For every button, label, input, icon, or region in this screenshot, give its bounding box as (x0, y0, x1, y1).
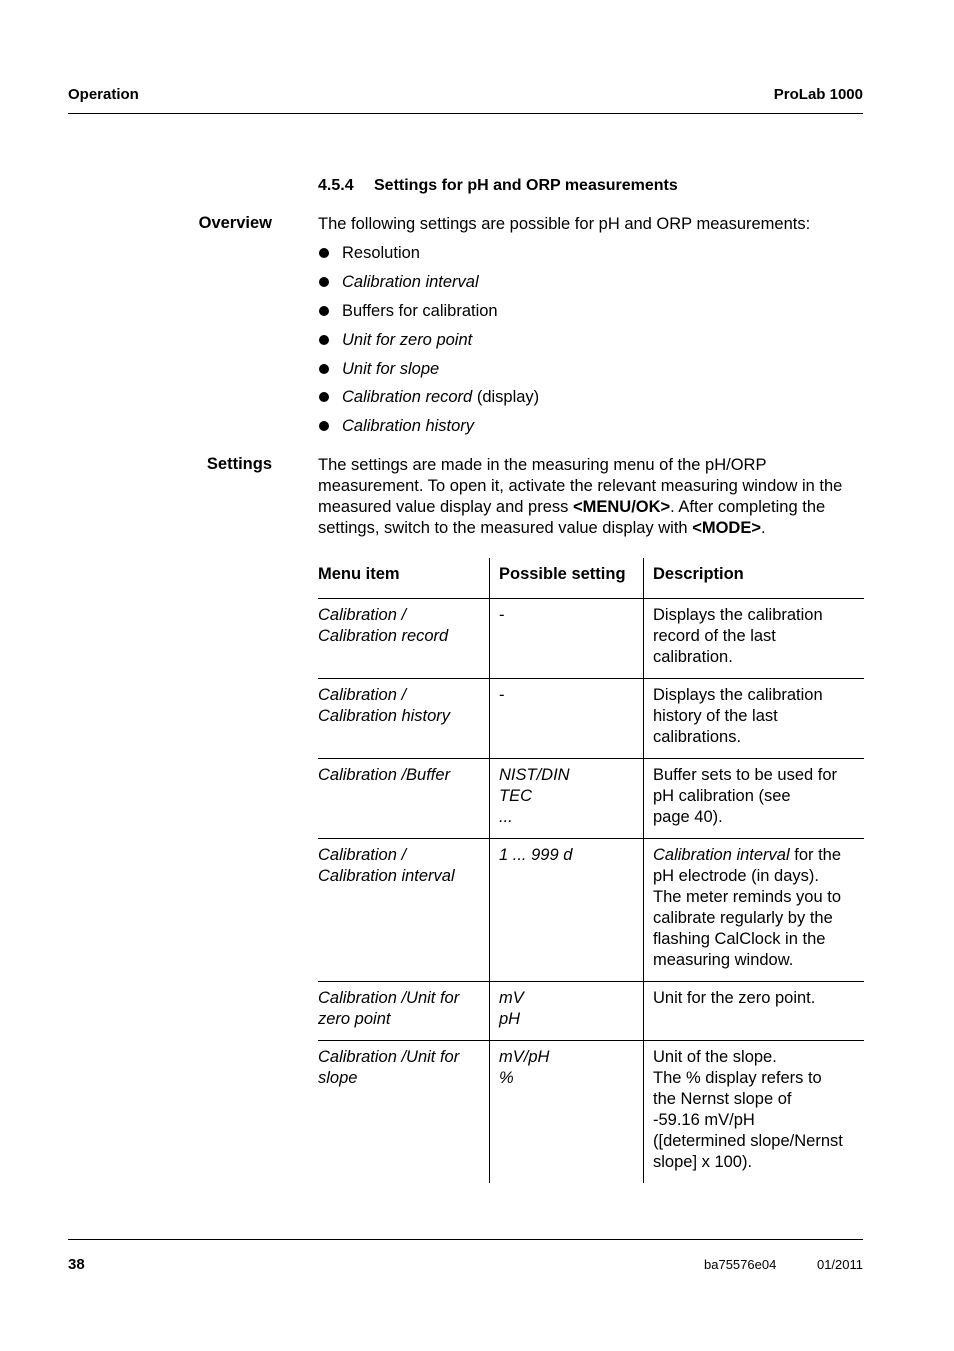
document-id: ba75576e04 (704, 1257, 777, 1272)
menu-item-line: Calibration history (318, 707, 451, 725)
description-text: the Nernst slope of (653, 1090, 792, 1108)
cell-description (644, 1041, 865, 1184)
overview-label: Overview (198, 214, 272, 232)
description-line (653, 1047, 864, 1068)
setting-value: TEC (499, 787, 532, 805)
description-text: Displays the calibration (653, 686, 823, 704)
description-text: The % display refers to (653, 1069, 822, 1087)
table-row (318, 982, 864, 1041)
setting-value: - (499, 606, 505, 624)
table-row (318, 679, 864, 759)
cell-possible-setting (490, 679, 644, 759)
description-text: -59.16 mV/pH (653, 1111, 755, 1129)
description-text: flashing CalClock in the (653, 930, 826, 948)
description-text: slope] x 100). (653, 1153, 753, 1171)
cell-menu-item (318, 1041, 490, 1184)
list-item-text: Resolution (342, 244, 420, 262)
settings-text-2: . After completing the settings, switch to the measured value display with (318, 498, 826, 537)
cell-possible-setting (490, 839, 644, 982)
settings-text-1: The settings are made in the measuring menu of the pH/ORP measurement. To open it, activate the relevant measuring window in the measured value display and press (318, 456, 843, 516)
list-item-text: Buffers for calibration (342, 301, 498, 320)
cell-menu-item (318, 599, 490, 679)
table-body (318, 599, 864, 1184)
description-text: ([determined slope/Nernst (653, 1132, 843, 1150)
header-section-label: Operation (68, 86, 139, 103)
menu-item-line: Calibration / (318, 846, 407, 864)
setting-value: pH (499, 1010, 521, 1028)
description-line (653, 1089, 864, 1110)
description-line (653, 908, 864, 929)
header-product-name: ProLab 1000 (773, 86, 863, 103)
cell-possible-setting (490, 759, 644, 839)
setting-value: 1 ... 999 d (499, 846, 573, 864)
settings-text-3: . (760, 519, 766, 537)
column-header-menu-item: Menu item (318, 558, 490, 599)
description-line (653, 1131, 864, 1152)
description-line (653, 605, 864, 626)
settings-paragraph (318, 455, 863, 539)
list-item (318, 300, 539, 329)
list-item (318, 329, 539, 358)
cell-description (644, 679, 865, 759)
description-line (653, 1152, 864, 1173)
list-item-suffix: (display) (472, 388, 540, 407)
setting-value: mV (499, 989, 524, 1007)
menu-item-line: Calibration record (318, 627, 449, 645)
header-rule (68, 113, 863, 114)
key-mode: <MODE> (692, 519, 761, 537)
menu-item-line: zero point (318, 1010, 391, 1028)
setting-value: % (499, 1069, 514, 1087)
description-text: calibrate regularly by the (653, 909, 833, 927)
description-text: pH calibration (see (653, 787, 791, 805)
cell-possible-setting (490, 599, 644, 679)
description-line (653, 866, 864, 887)
menu-item-line: Calibration interval (318, 867, 455, 885)
list-item-text: Unit for slope (342, 359, 440, 378)
cell-possible-setting (490, 982, 644, 1041)
menu-item-line: Calibration / (318, 686, 407, 704)
description-text: Buffer sets to be used for (653, 766, 838, 784)
description-line (653, 807, 864, 828)
settings-table (318, 558, 864, 1183)
cell-menu-item (318, 839, 490, 982)
setting-value: mV/pH (499, 1048, 550, 1066)
description-line (653, 988, 864, 1009)
description-line (653, 845, 864, 866)
table-row (318, 839, 864, 982)
description-text: calibrations. (653, 728, 742, 746)
description-text: history of the last (653, 707, 778, 725)
bullet-icon (319, 364, 329, 374)
bullet-icon (319, 392, 329, 402)
list-item-text: Calibration record (342, 388, 473, 407)
description-text: record of the last (653, 627, 776, 645)
description-italic-term: Calibration interval (653, 846, 790, 864)
description-line (653, 1110, 864, 1131)
table-row (318, 599, 864, 679)
setting-value: NIST/DIN (499, 766, 570, 784)
description-text: The meter reminds you to (653, 888, 841, 906)
menu-item-line: slope (318, 1069, 358, 1087)
cell-possible-setting (490, 1041, 644, 1184)
page-number: 38 (68, 1256, 85, 1273)
description-text: page 40). (653, 808, 723, 826)
list-item-text: Calibration interval (342, 272, 479, 291)
description-line (653, 626, 864, 647)
menu-item-line: Calibration /Unit for (318, 1048, 460, 1066)
list-item (318, 415, 539, 444)
table-row (318, 1041, 864, 1184)
description-line (653, 950, 864, 971)
list-item (318, 358, 539, 387)
description-line (653, 929, 864, 950)
description-line (653, 786, 864, 807)
description-line (653, 765, 864, 786)
setting-value: ... (499, 808, 513, 826)
overview-list (318, 242, 539, 444)
section-heading (318, 177, 678, 195)
menu-item-line: Calibration / (318, 606, 407, 624)
description-text: Unit for the zero point. (653, 989, 816, 1007)
table-row (318, 759, 864, 839)
cell-description (644, 839, 865, 982)
settings-label: Settings (206, 455, 272, 473)
bullet-icon (319, 421, 329, 431)
bullet-icon (319, 306, 329, 316)
bullet-icon (319, 335, 329, 345)
description-line (653, 706, 864, 727)
description-text: pH electrode (in days). (653, 867, 819, 885)
key-menu-ok: <MENU/OK> (572, 498, 671, 516)
list-item-text: Unit for zero point (342, 330, 473, 349)
description-text: calibration. (653, 648, 733, 666)
cell-description (644, 759, 865, 839)
description-line (653, 685, 864, 706)
section-title: Settings for pH and ORP measurements (374, 177, 678, 194)
description-text: for the (789, 846, 842, 864)
description-text: Displays the calibration (653, 606, 823, 624)
bullet-icon (319, 277, 329, 287)
description-line (653, 887, 864, 908)
document-date: 01/2011 (816, 1257, 863, 1272)
column-header-possible-setting: Possible setting (490, 558, 644, 599)
description-text: Unit of the slope. (653, 1048, 777, 1066)
list-item (318, 386, 539, 415)
list-item-text: Calibration history (342, 417, 475, 436)
cell-menu-item (318, 759, 490, 839)
section-number: 4.5.4 (318, 177, 354, 194)
description-text: measuring window. (653, 951, 794, 969)
cell-menu-item (318, 679, 490, 759)
setting-value: - (499, 686, 505, 704)
cell-description (644, 982, 865, 1041)
table-header-row (318, 558, 864, 599)
cell-menu-item (318, 982, 490, 1041)
menu-item-line: Calibration /Buffer (318, 766, 451, 784)
cell-description (644, 599, 865, 679)
description-line (653, 1068, 864, 1089)
footer-rule (68, 1239, 863, 1240)
list-item (318, 242, 539, 271)
overview-intro: The following settings are possible for pH and ORP measurements: (318, 215, 811, 233)
list-item (318, 271, 539, 300)
menu-item-line: Calibration /Unit for (318, 989, 460, 1007)
description-line (653, 727, 864, 748)
column-header-description: Description (644, 558, 865, 599)
description-line (653, 647, 864, 668)
bullet-icon (319, 248, 329, 258)
